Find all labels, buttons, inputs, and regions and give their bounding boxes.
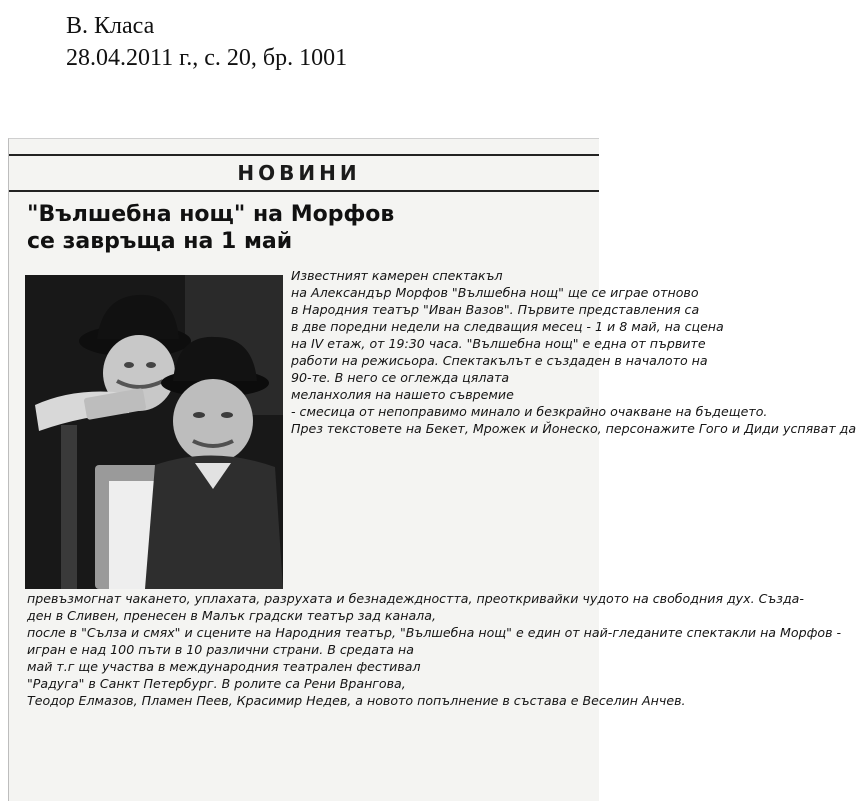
- clipping-source: [66, 10, 347, 74]
- publication-name: В. Класа: [66, 13, 155, 39]
- article-line: През текстовете на Бекет, Мрожек и Йонеско, персонажите Гого и Диди успяват да: [291, 421, 856, 436]
- article-line: в Народния театър "Иван Вазов". Първите представления са: [291, 302, 700, 317]
- actors-photo-illustration: [25, 275, 283, 589]
- article-line: работи на режисьора. Спектакълът е създаден в началото на: [291, 353, 708, 368]
- section-rule-bottom: [9, 190, 599, 192]
- article-photo: [25, 275, 283, 589]
- headline-line-1: "Вълшебна нощ" на Морфов: [27, 202, 395, 227]
- article-line: меланхолия на нашето съвремие: [291, 387, 514, 402]
- article-line: на Александър Морфов "Вълшебна нощ" ще се играе отново: [291, 285, 699, 300]
- article-line: ден в Сливен, пренесен в Малък градски театър зад канала,: [27, 608, 436, 623]
- article-line: после в "Сълза и смях" и сцените на Народния театър, "Вълшебна нощ" е един от най-гледаните спектакли на Морфов -: [27, 625, 842, 640]
- article-line: игран е над 100 пъти в 10 различни страни. В средата на: [27, 642, 414, 657]
- article-line: в две поредни недели на следващия месец - 1 и 8 май, на сцена: [291, 319, 724, 334]
- section-rule-top: [9, 154, 599, 156]
- newspaper-clipping: [8, 138, 856, 801]
- article-line: "Радуга" в Санкт Петербург. В ролите са Рени Врангова,: [27, 676, 406, 691]
- section-heading: НОВИНИ: [237, 161, 361, 185]
- article-full-width-text: [27, 590, 842, 709]
- article-line: Теодор Елмазов, Пламен Пеев, Красимир Недев, а новото попълнение в състава е Веселин Анчев.: [27, 693, 686, 708]
- issue-info: 28.04.2011 г., с. 20, бр. 1001: [66, 45, 348, 71]
- article-headline: [27, 201, 587, 255]
- article-right-column: [291, 267, 856, 437]
- article-line: 90-те. В него се оглежда цялата: [291, 370, 510, 385]
- article-line: - смесица от непоправимо минало и безкрайно очакване на бъдещето.: [291, 404, 768, 419]
- article-line: Известният камерен спектакъл: [291, 268, 503, 283]
- article-line: превъзмогнат чакането, уплахата, разрухата и безнадеждността, преоткривайки чудото на свободния дух. Създа-: [27, 591, 804, 606]
- article-line: на IV етаж, от 19:30 часа. "Вълшебна нощ" е една от първите: [291, 336, 706, 351]
- headline-line-2: се завръща на 1 май: [27, 229, 293, 254]
- article-line: май т.г ще участва в международния театрален фестивал: [27, 659, 421, 674]
